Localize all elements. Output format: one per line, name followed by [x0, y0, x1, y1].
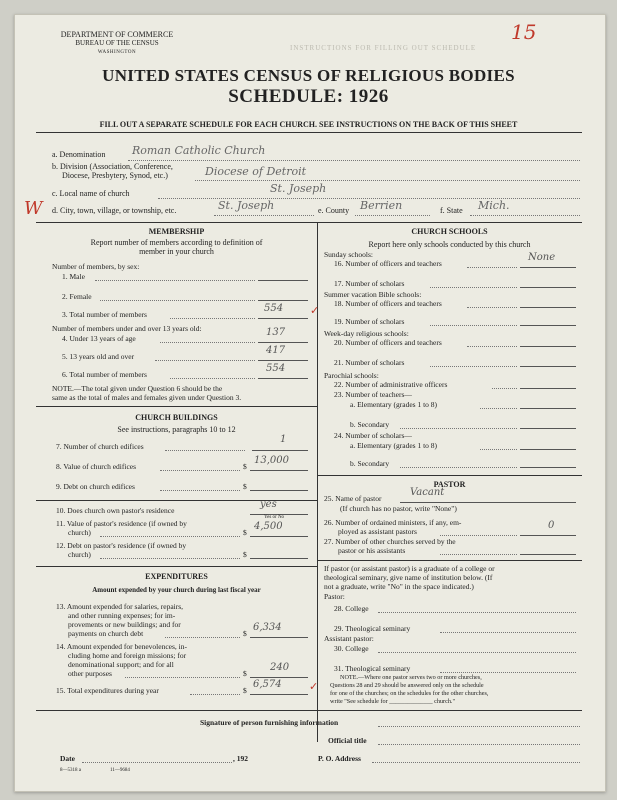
- q8-dollar: $: [243, 462, 247, 471]
- show-through-text: INSTRUCTIONS FOR FILLING OUT SCHEDULE: [290, 44, 477, 52]
- q14-field[interactable]: 240: [270, 662, 290, 673]
- city-name: WASHINGTON: [97, 50, 137, 55]
- city-line: [214, 215, 314, 216]
- date-label: Date: [60, 754, 75, 763]
- q23a-field[interactable]: [520, 408, 576, 409]
- q3-field[interactable]: 554: [264, 303, 284, 314]
- pastor-note-2: Questions 28 and 29 should be answered only on the schedule: [330, 682, 484, 689]
- po-address-field[interactable]: [372, 762, 580, 763]
- q15-dollar: $: [243, 686, 247, 695]
- q25-field[interactable]: Vacant: [410, 487, 445, 498]
- date-field[interactable]: [82, 762, 232, 763]
- membership-sub: Report number of members according to definition of: [90, 238, 263, 247]
- q11-leader: [100, 536, 240, 537]
- q6-leader: [170, 378, 255, 379]
- q16-label: 16. Number of officers and teachers: [334, 259, 442, 268]
- q19-field[interactable]: [520, 325, 576, 326]
- q17-label: 17. Number of scholars: [334, 279, 405, 288]
- q19-label: 19. Number of scholars: [334, 317, 405, 326]
- q9-label: 9. Debt on church edifices: [56, 482, 135, 491]
- denomination-field[interactable]: Roman Catholic Church: [132, 144, 266, 157]
- q23b-label: b. Secondary: [350, 420, 390, 429]
- q21-label: 21. Number of scholars: [334, 358, 405, 367]
- q13-label-4: payments on church debt: [68, 629, 144, 638]
- form-number: 8—5318 a: [60, 768, 81, 773]
- schools-sub: Report here only schools conducted by this church: [368, 240, 531, 249]
- city-label: d. City, town, village, or township, etc.: [52, 206, 177, 215]
- q11-label: 11. Value of pastor's residence (if owned by: [56, 519, 187, 528]
- q25-hint: (If church has no pastor, write "None"): [340, 504, 457, 513]
- q20-field[interactable]: [520, 346, 576, 347]
- buildings-sub: See instructions, paragraphs 10 to 12: [117, 425, 236, 434]
- q8-label: 8. Value of church edifices: [56, 462, 137, 471]
- q7-label: 7. Number of church edifices: [56, 442, 144, 451]
- q18-leader: [467, 307, 517, 308]
- weekday-heading: Week-day religious schools:: [324, 329, 409, 338]
- q28-label: 28. College: [334, 604, 369, 613]
- q13-leader: [165, 637, 240, 638]
- signature-label: Signature of person furnishing information: [200, 718, 339, 727]
- q9-dollar: $: [243, 482, 247, 491]
- membership-sub-2: member in your church: [139, 247, 214, 256]
- q24a-label: a. Elementary (grades 1 to 8): [350, 441, 438, 450]
- q24-label: 24. Number of scholars—: [334, 431, 412, 440]
- q16-line: [520, 267, 576, 268]
- q1-leader: [95, 280, 255, 281]
- q27-label: 27. Number of other churches served by the: [324, 537, 456, 546]
- q14-label-2: cluding home and foreign missions; for: [68, 651, 187, 660]
- q2-field[interactable]: [258, 300, 308, 301]
- pastor-note-1: NOTE.—Where one pastor serves two or more churches,: [340, 674, 482, 681]
- q3-leader: [170, 318, 255, 319]
- q3-label: 3. Total number of members: [62, 310, 147, 319]
- q23a-label: a. Elementary (grades 1 to 8): [350, 400, 438, 409]
- q14-line: [250, 677, 308, 678]
- q7-leader: [165, 450, 245, 451]
- city-field[interactable]: St. Joseph: [218, 199, 275, 212]
- q3-line: [258, 318, 308, 319]
- q29-field[interactable]: [440, 632, 576, 633]
- q10-hint: Yes or No: [264, 515, 285, 520]
- q15-label: 15. Total expenditures during year: [56, 686, 159, 695]
- q4-field[interactable]: 137: [266, 327, 286, 338]
- q7-line: [252, 450, 308, 451]
- pastor-rule: [317, 475, 582, 476]
- q23-label: 23. Number of teachers—: [334, 390, 412, 399]
- q17-field[interactable]: [520, 287, 576, 288]
- pastor-heading: PASTOR: [433, 480, 466, 489]
- q11-line: [250, 536, 308, 537]
- expenditures-heading: EXPENDITURES: [145, 572, 208, 581]
- q22-label: 22. Number of administrative officers: [334, 380, 448, 389]
- q14-label-1: 14. Amount expended for benevolences, in-: [56, 642, 188, 651]
- pastor-note-3: for one of the churches; on the schedules for the other churches,: [330, 690, 489, 697]
- q24a-leader: [480, 449, 517, 450]
- q20-label: 20. Number of officers and teachers: [334, 338, 442, 347]
- q12-label-2: church): [68, 550, 91, 559]
- q15-line: [250, 694, 308, 695]
- graduate-instruction: If pastor (or assistant pastor) is a graduate of a college or: [324, 564, 495, 573]
- margin-mark: W: [24, 198, 43, 219]
- q9-leader: [160, 490, 240, 491]
- q21-leader: [430, 366, 517, 367]
- pastor-subheading: Pastor:: [324, 592, 345, 601]
- sunday-heading: Sunday schools:: [324, 250, 373, 259]
- bureau-name: BUREAU OF THE CENSUS: [75, 39, 159, 47]
- q6-field[interactable]: 554: [266, 363, 286, 374]
- q2-leader: [100, 300, 255, 301]
- page-number: 15: [511, 20, 537, 44]
- q4-label: 4. Under 13 years of age: [62, 334, 136, 343]
- q24a-field[interactable]: [520, 449, 576, 450]
- q5-leader: [155, 360, 255, 361]
- q26-field[interactable]: 0: [548, 520, 555, 531]
- state-line: [470, 215, 580, 216]
- q13-line: [250, 637, 308, 638]
- q4-leader: [160, 342, 255, 343]
- parochial-heading: Parochial schools:: [324, 371, 379, 380]
- q5-label: 5. 13 years old and over: [62, 352, 135, 361]
- state-label: f. State: [440, 206, 463, 215]
- division-line: [195, 180, 580, 181]
- q13-dollar: $: [243, 629, 247, 638]
- signature-field[interactable]: [378, 726, 580, 727]
- q17-leader: [430, 287, 517, 288]
- q7-field[interactable]: 1: [280, 434, 287, 445]
- q15-check-icon: ✓: [309, 681, 319, 693]
- q22-field[interactable]: [520, 388, 576, 389]
- division-label-2: Diocese, Presbytery, Synod, etc.): [62, 171, 168, 180]
- q26-leader: [440, 535, 517, 536]
- q31-label: 31. Theological seminary: [334, 664, 411, 673]
- q26-label-2: ployed as assistant pastors: [338, 527, 417, 536]
- q27-leader: [440, 554, 517, 555]
- buildings-heading: CHURCH BUILDINGS: [135, 413, 218, 422]
- q23b-leader: [400, 428, 517, 429]
- graduate-rule: [317, 560, 582, 561]
- assistant-subheading: Assistant pastor:: [324, 634, 374, 643]
- department-block: [42, 30, 192, 57]
- q10-field[interactable]: yes: [260, 499, 277, 510]
- q2-label: 2. Female: [62, 292, 92, 301]
- q8-leader: [160, 470, 240, 471]
- q25-line: [400, 502, 576, 503]
- q29-label: 29. Theological seminary: [334, 624, 411, 633]
- division-field[interactable]: Diocese of Detroit: [205, 165, 307, 178]
- q27-label-2: pastor or his assistants: [338, 546, 406, 555]
- q28-field[interactable]: [378, 612, 576, 613]
- q21-field[interactable]: [520, 366, 576, 367]
- expenditures-rule: [36, 566, 317, 567]
- q11-label-2: church): [68, 528, 91, 537]
- q23a-leader: [480, 408, 517, 409]
- denomination-line: [128, 160, 580, 161]
- q20-leader: [467, 346, 517, 347]
- summer-heading: Summer vacation Bible schools:: [324, 290, 422, 299]
- q14-leader: [125, 677, 240, 678]
- q3-check-icon: ✓: [310, 305, 320, 317]
- department-name: DEPARTMENT OF COMMERCE: [60, 30, 174, 39]
- by-sex-heading: Number of members, by sex:: [52, 262, 140, 271]
- expenditures-sub: Amount expended by your church during last fiscal year: [92, 586, 261, 594]
- schools-heading: CHURCH SCHOOLS: [411, 227, 488, 236]
- q30-label: 30. College: [334, 644, 369, 653]
- q24b-leader: [400, 467, 517, 468]
- pastor-note-4: write "See schedule for ______________ church.": [330, 698, 455, 705]
- q26-line: [520, 535, 576, 536]
- q4-line: [258, 342, 308, 343]
- q30-field[interactable]: [378, 652, 576, 653]
- q15-leader: [190, 694, 240, 695]
- county-label: e. County: [318, 206, 350, 215]
- q11-dollar: $: [243, 528, 247, 537]
- footer-rule: [36, 710, 582, 711]
- denomination-label: a. Denomination: [52, 150, 106, 159]
- header-rule: [36, 132, 582, 133]
- q14-label-4: other purposes: [68, 669, 112, 678]
- fill-instruction: FILL OUT A SEPARATE SCHEDULE FOR EACH CHURCH. SEE INSTRUCTIONS ON THE BACK OF THIS SHEET: [99, 120, 518, 129]
- county-field[interactable]: Berrien: [360, 199, 403, 212]
- q14-label-3: denominational support; and for all: [68, 660, 174, 669]
- section-rule: [36, 222, 582, 223]
- q12-leader: [100, 558, 240, 559]
- q9-field[interactable]: [250, 490, 308, 491]
- q16-leader: [467, 267, 517, 268]
- schedule-title: SCHEDULE: 1926: [228, 86, 389, 107]
- year-label: , 192: [233, 754, 248, 763]
- local-name-field[interactable]: St. Joseph: [270, 182, 327, 195]
- q26-label: 26. Number of ordained ministers, if any, em-: [324, 518, 462, 527]
- q13-field[interactable]: 6,334: [253, 622, 282, 633]
- graduate-instruction-3: not a graduate, write "No" in the space indicated.): [324, 582, 474, 591]
- print-number: 11—9684: [110, 768, 130, 773]
- po-address-label: P. O. Address: [318, 754, 361, 763]
- q18-label: 18. Number of officers and teachers: [334, 299, 442, 308]
- state-field[interactable]: Mich.: [478, 199, 510, 212]
- membership-heading: MEMBERSHIP: [148, 227, 205, 236]
- q14-dollar: $: [243, 669, 247, 678]
- form-title: UNITED STATES CENSUS OF RELIGIOUS BODIES: [102, 66, 515, 85]
- graduate-instruction-2: theological seminary, give name of institution below. (If: [324, 573, 493, 582]
- q5-field[interactable]: 417: [266, 345, 286, 356]
- q12-dollar: $: [243, 550, 247, 559]
- q6-label: 6. Total number of members: [62, 370, 147, 379]
- q19-leader: [430, 325, 517, 326]
- official-title-label: Official title: [328, 736, 367, 745]
- q5-line: [258, 360, 308, 361]
- q13-label-3: provements or new buildings; and for: [68, 620, 181, 629]
- q8-line: [250, 470, 308, 471]
- q10-label: 10. Does church own pastor's residence: [56, 506, 175, 515]
- q12-label: 12. Debt on pastor's residence (if owned by: [56, 541, 187, 550]
- q15-field[interactable]: 6,574: [253, 679, 282, 690]
- q24b-field[interactable]: [520, 467, 576, 468]
- q25-label: 25. Name of pastor: [324, 494, 382, 503]
- division-label: b. Division (Association, Conference,: [52, 162, 173, 171]
- q27-field[interactable]: [520, 554, 576, 555]
- q6-line: [258, 378, 308, 379]
- local-name-label: c. Local name of church: [52, 189, 130, 198]
- age-heading: Number of members under and over 13 years old:: [52, 324, 202, 333]
- q1-label: 1. Male: [62, 272, 85, 281]
- q13-label-1: 13. Amount expended for salaries, repairs,: [56, 602, 184, 611]
- membership-note: NOTE.—The total given under Question 6 should be the: [52, 384, 223, 393]
- q24b-label: b. Secondary: [350, 459, 390, 468]
- q18-field[interactable]: [520, 307, 576, 308]
- membership-note-2: same as the total of males and females given under Question 3.: [52, 393, 242, 402]
- q1-field[interactable]: [258, 280, 308, 281]
- q31-field[interactable]: [440, 672, 576, 673]
- buildings-rule: [36, 406, 317, 407]
- q11-field[interactable]: 4,500: [254, 521, 283, 532]
- q22-leader: [492, 388, 517, 389]
- q8-field[interactable]: 13,000: [254, 455, 289, 466]
- q16-field[interactable]: None: [528, 252, 556, 263]
- county-line: [355, 215, 430, 216]
- q12-field[interactable]: [250, 558, 308, 559]
- q23b-field[interactable]: [520, 428, 576, 429]
- q13-label-2: and other running expenses; for im-: [68, 611, 176, 620]
- official-title-field[interactable]: [378, 744, 580, 745]
